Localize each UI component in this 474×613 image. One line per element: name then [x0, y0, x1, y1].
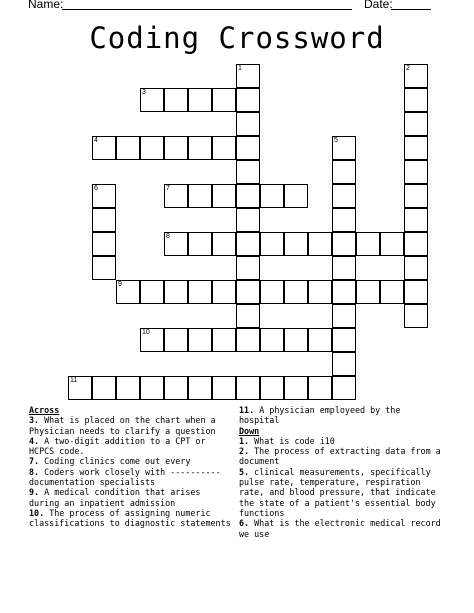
grid-cell[interactable]	[404, 280, 428, 304]
grid-cell[interactable]	[332, 304, 356, 328]
grid-cell[interactable]	[260, 328, 284, 352]
grid-cell[interactable]	[260, 376, 284, 400]
grid-cell[interactable]	[212, 88, 236, 112]
grid-cell[interactable]	[140, 88, 164, 112]
grid-cell[interactable]	[92, 376, 116, 400]
down-heading: Down	[239, 425, 260, 436]
grid-cell[interactable]	[164, 376, 188, 400]
grid-cell[interactable]	[212, 136, 236, 160]
clue-text: Coding clinics come out every	[44, 456, 191, 467]
grid-cell[interactable]	[284, 328, 308, 352]
grid-cell[interactable]	[92, 208, 116, 232]
clue-number-label: 7	[166, 185, 170, 192]
grid-cell[interactable]	[212, 376, 236, 400]
grid-cell[interactable]	[236, 160, 260, 184]
clue-text: The process of extracting data from a document	[239, 446, 441, 467]
grid-cell[interactable]	[140, 280, 164, 304]
clue-number-label: 6	[94, 185, 98, 192]
grid-cell[interactable]	[332, 328, 356, 352]
clue-number: 7.	[29, 456, 40, 467]
grid-cell[interactable]	[236, 376, 260, 400]
grid-cell[interactable]	[332, 280, 356, 304]
grid-cell[interactable]	[236, 232, 260, 256]
grid-cell[interactable]	[236, 304, 260, 328]
grid-cell[interactable]	[404, 304, 428, 328]
grid-cell[interactable]	[236, 256, 260, 280]
grid-cell[interactable]	[140, 376, 164, 400]
clue-across-5	[29, 508, 234, 529]
across-heading: Across	[29, 405, 60, 415]
grid-cell[interactable]	[404, 208, 428, 232]
clue-text: Coders work closely with ---------- documentation specialists	[29, 466, 221, 488]
grid-cell[interactable]	[212, 184, 236, 208]
grid-cell[interactable]	[164, 280, 188, 304]
clue-number-label: 9	[118, 281, 122, 288]
clue-across-2	[29, 456, 234, 466]
clue-number-label: 5	[334, 137, 338, 144]
clue-across-11	[239, 405, 444, 426]
grid-cell[interactable]	[92, 256, 116, 280]
grid-cell[interactable]	[260, 232, 284, 256]
clue-across-1	[29, 436, 234, 457]
clue-text: A physician employeed by the hospital	[239, 405, 401, 426]
grid-cell[interactable]	[404, 256, 428, 280]
clue-number-label: 3	[142, 89, 146, 96]
grid-cell[interactable]	[332, 352, 356, 376]
grid-cell[interactable]	[188, 88, 212, 112]
grid-cell[interactable]	[188, 184, 212, 208]
grid-cell[interactable]	[332, 208, 356, 232]
grid-cell[interactable]	[404, 112, 428, 136]
clue-number: 3.	[29, 415, 40, 426]
grid-cell[interactable]	[332, 160, 356, 184]
clue-number: 1.	[239, 435, 250, 446]
grid-cell[interactable]	[92, 184, 116, 208]
page-title: Coding Crossword	[89, 21, 385, 55]
grid-cell[interactable]	[308, 376, 332, 400]
grid-cell[interactable]	[404, 160, 428, 184]
grid-cell[interactable]	[92, 232, 116, 256]
clue-down-0	[239, 436, 444, 446]
grid-cell[interactable]	[332, 136, 356, 160]
grid-cell[interactable]	[236, 208, 260, 232]
clue-text: What is placed on the chart when a Physician needs to clarify a question	[29, 415, 216, 436]
grid-cell[interactable]	[68, 376, 92, 400]
grid-cell[interactable]	[284, 232, 308, 256]
grid-cell[interactable]	[212, 328, 236, 352]
clue-text: A medical condition that arises during an inpatient admission	[29, 487, 201, 508]
down-clues	[239, 405, 444, 539]
grid-cell[interactable]	[164, 232, 188, 256]
grid-cell[interactable]	[404, 184, 428, 208]
grid-cell[interactable]	[260, 184, 284, 208]
grid-cell[interactable]	[164, 328, 188, 352]
grid-cell[interactable]	[236, 64, 260, 88]
grid-cell[interactable]	[236, 280, 260, 304]
grid-cell[interactable]	[164, 88, 188, 112]
grid-cell[interactable]	[284, 376, 308, 400]
grid-cell[interactable]	[404, 136, 428, 160]
clue-text: clinical measurements, specifically pulse rate, temperature, respiration rate, and blood pressure, that indicate the state of a patient's essential body functions	[239, 466, 436, 518]
grid-cell[interactable]	[236, 88, 260, 112]
grid-cell[interactable]	[380, 232, 404, 256]
grid-cell[interactable]	[188, 232, 212, 256]
clue-across-0	[29, 415, 234, 436]
grid-cell[interactable]	[188, 136, 212, 160]
grid-cell[interactable]	[380, 280, 404, 304]
grid-cell[interactable]	[236, 184, 260, 208]
grid-cell[interactable]	[308, 328, 332, 352]
clue-number: 2.	[239, 446, 250, 457]
clue-text: What is the electronic medical record we use	[239, 518, 441, 539]
clue-number: 9.	[29, 487, 40, 498]
grid-cell[interactable]	[188, 280, 212, 304]
grid-cell[interactable]	[332, 376, 356, 400]
grid-cell[interactable]	[308, 280, 332, 304]
grid-cell[interactable]	[116, 280, 140, 304]
clue-text: The process of assigning numeric classifications to diagnostic statements	[29, 507, 231, 529]
clue-number-label: 4	[94, 137, 98, 144]
grid-cell[interactable]	[308, 232, 332, 256]
clue-number: 6.	[239, 518, 250, 529]
clue-number: 11.	[239, 405, 255, 415]
clue-number: 8.	[29, 466, 40, 477]
grid-cell[interactable]	[260, 280, 284, 304]
grid-cell[interactable]	[212, 280, 236, 304]
name-label: Name:	[28, 0, 64, 11]
grid-cell[interactable]	[332, 256, 356, 280]
grid-cell[interactable]	[236, 136, 260, 160]
across-clues	[29, 405, 234, 529]
grid-cell[interactable]	[332, 232, 356, 256]
grid-cell[interactable]	[236, 328, 260, 352]
clue-number-label: 8	[166, 233, 170, 240]
clue-text: What is code i10	[254, 435, 335, 446]
grid-cell[interactable]	[164, 184, 188, 208]
grid-cell[interactable]	[116, 136, 140, 160]
grid-cell[interactable]	[356, 280, 380, 304]
clue-down-2	[239, 467, 444, 518]
grid-cell[interactable]	[140, 328, 164, 352]
clue-down-3	[239, 518, 444, 539]
grid-cell[interactable]	[356, 232, 380, 256]
clue-number: 5.	[239, 466, 250, 477]
grid-cell[interactable]	[284, 280, 308, 304]
grid-cell[interactable]	[284, 184, 308, 208]
clue-down-1	[239, 446, 444, 467]
grid-cell[interactable]	[404, 232, 428, 256]
grid-cell[interactable]	[140, 136, 164, 160]
grid-cell[interactable]	[116, 376, 140, 400]
grid-cell[interactable]	[236, 112, 260, 136]
grid-cell[interactable]	[404, 88, 428, 112]
clue-text: A two-digit addition to a CPT or HCPCS code.	[29, 435, 206, 457]
clue-across-3	[29, 467, 234, 488]
grid-cell[interactable]	[404, 64, 428, 88]
grid-cell[interactable]	[212, 232, 236, 256]
clue-number-label: 10	[142, 329, 150, 336]
clue-number: 10.	[29, 507, 45, 518]
grid-cell[interactable]	[188, 328, 212, 352]
clue-number-label: 1	[238, 65, 242, 72]
date-label: Date:	[364, 0, 393, 11]
grid-cell[interactable]	[188, 376, 212, 400]
grid-cell[interactable]	[92, 136, 116, 160]
clue-across-4	[29, 487, 234, 508]
grid-cell[interactable]	[332, 184, 356, 208]
clue-number-label: 2	[406, 65, 410, 72]
clue-number-label: 11	[70, 377, 78, 384]
clue-number: 4.	[29, 435, 40, 446]
grid-cell[interactable]	[164, 136, 188, 160]
